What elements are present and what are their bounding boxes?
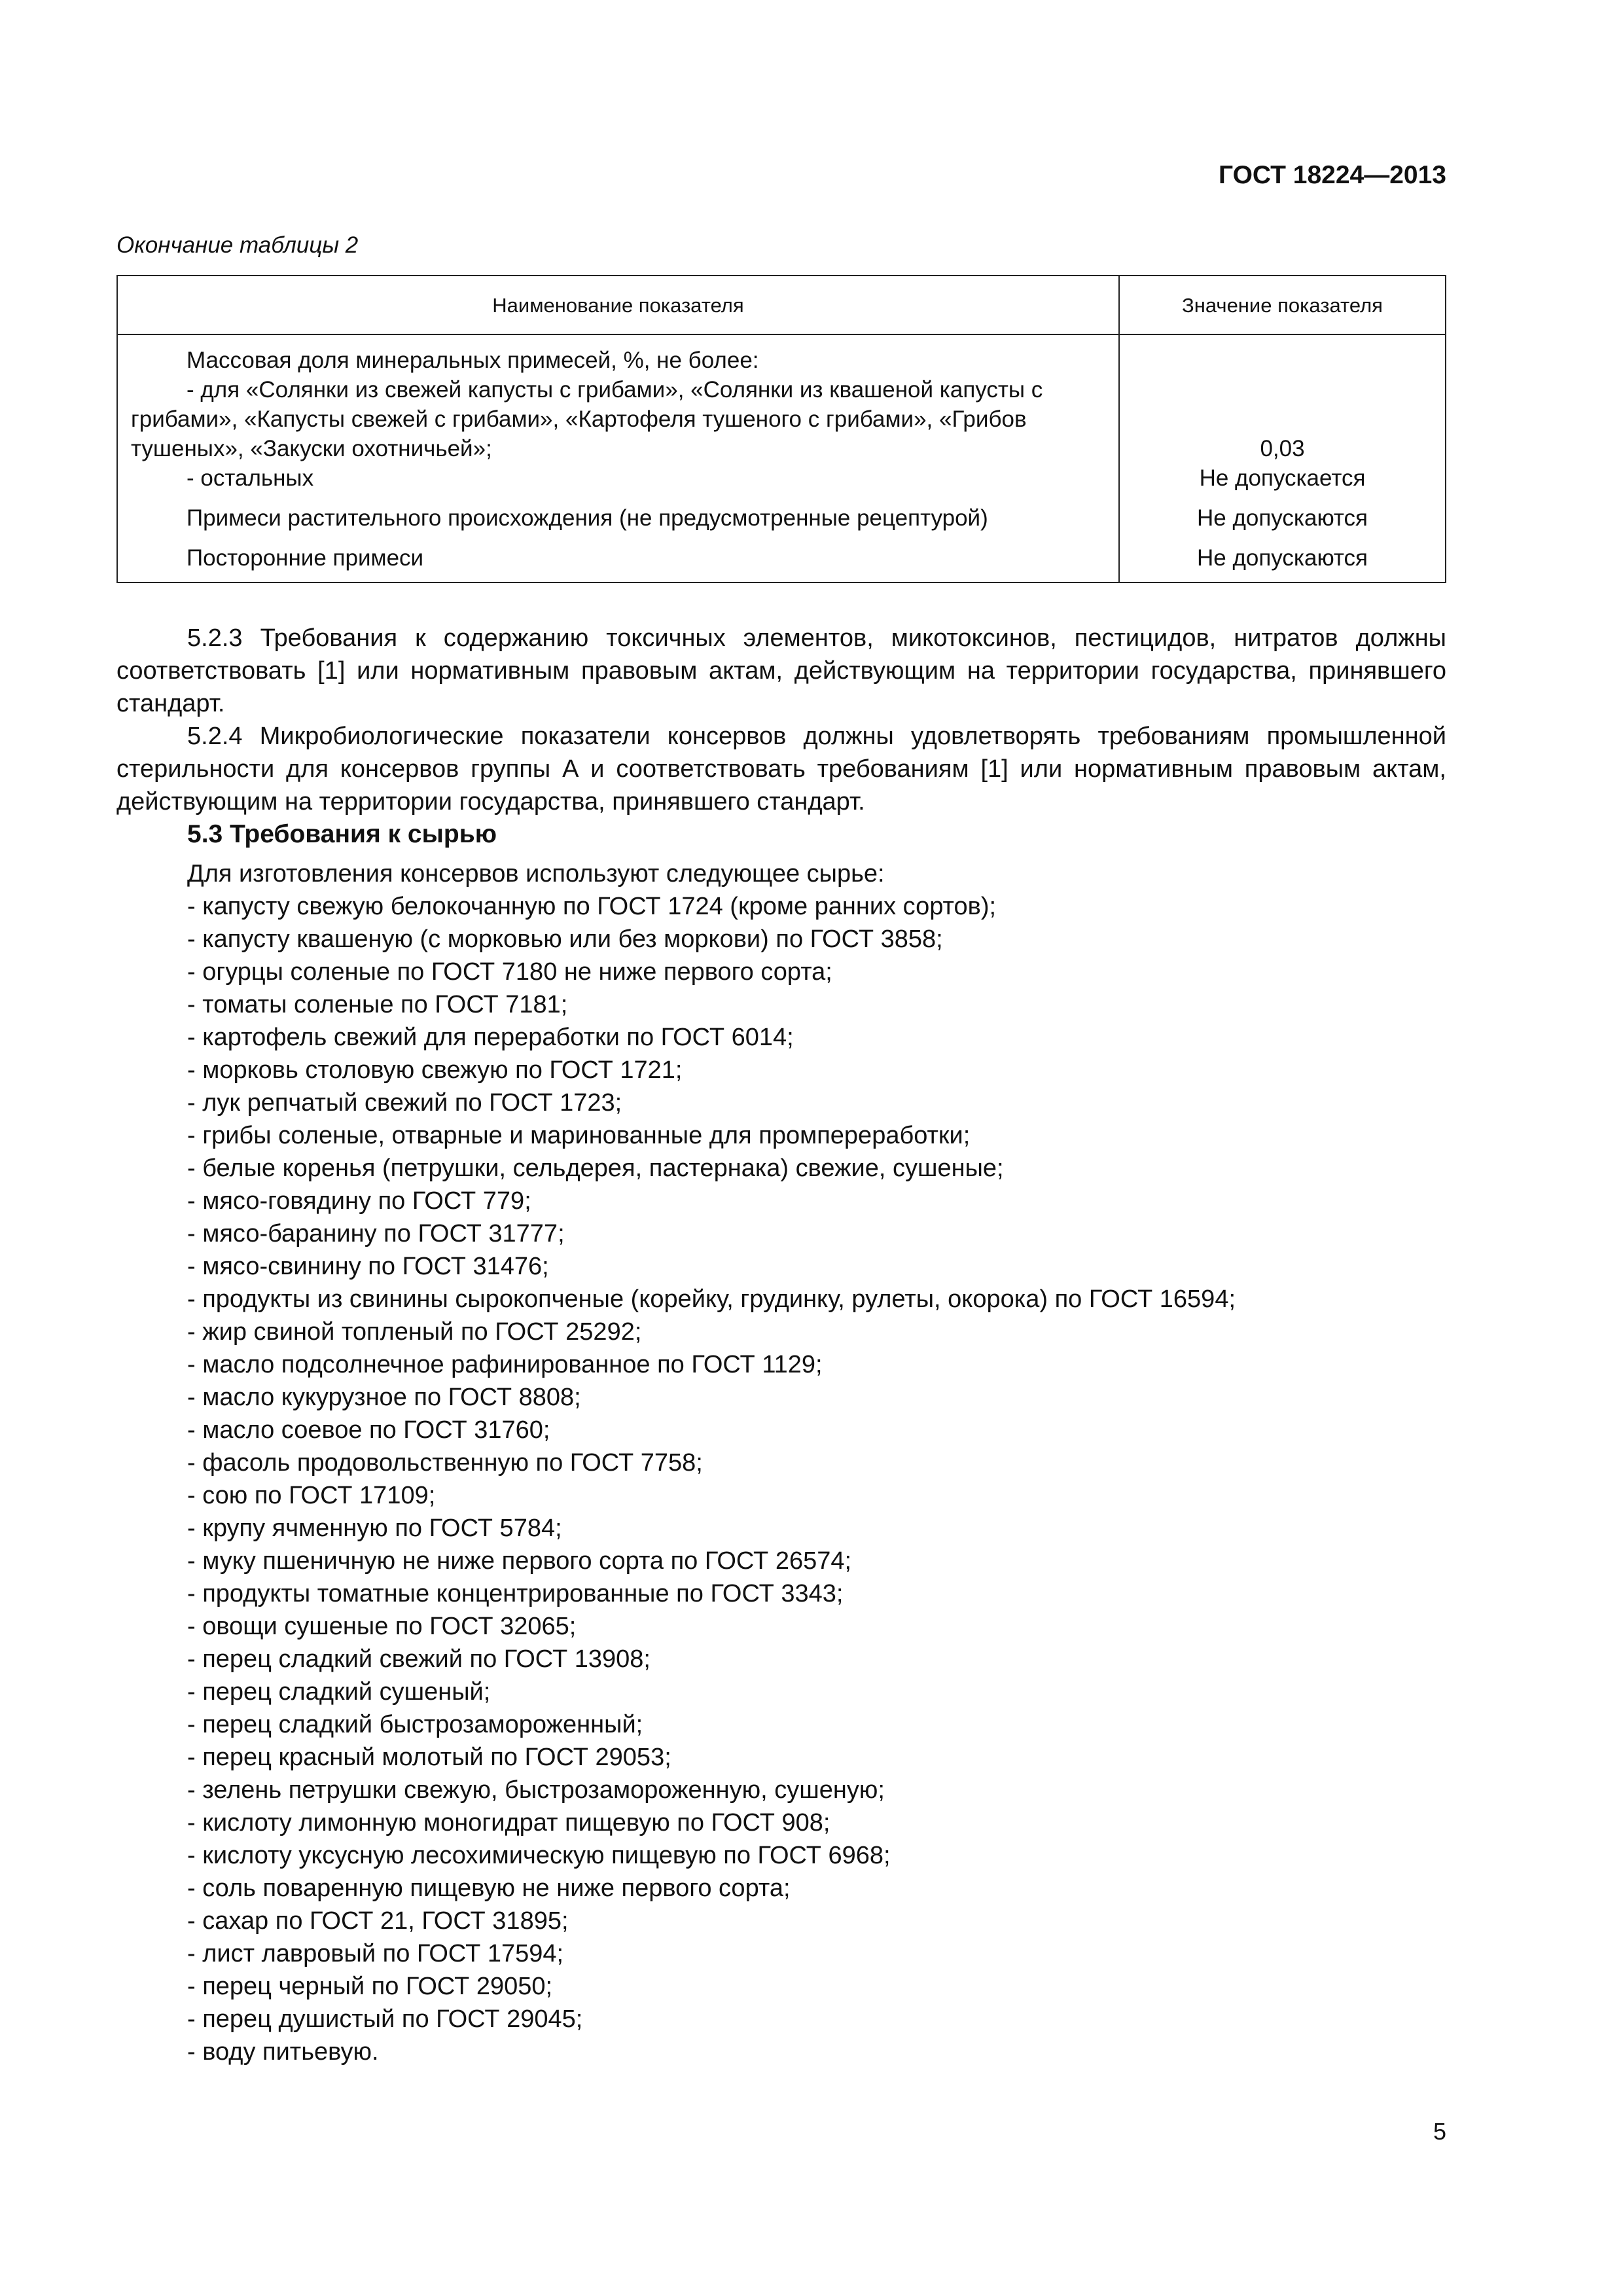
list-item: - грибы соленые, отварные и маринованные для промпереработки; xyxy=(187,1122,971,1149)
list-item: - мясо-свинину по ГОСТ 31476; xyxy=(187,1253,549,1280)
list-item: - крупу ячменную по ГОСТ 5784; xyxy=(187,1515,562,1542)
indicators-table xyxy=(116,275,1446,583)
table-cell-name xyxy=(117,334,1119,495)
list-item: - огурцы соленые по ГОСТ 7180 не ниже первого сорта; xyxy=(187,958,832,986)
list-item: - белые коренья (петрушки, сельдерея, пастернака) свежие, сушеные; xyxy=(187,1155,1004,1182)
table-header-name: Наименование показателя xyxy=(117,276,1119,334)
list-item: - сою по ГОСТ 17109; xyxy=(187,1482,436,1509)
list-item: - лист лавровый по ГОСТ 17594; xyxy=(187,1940,564,1967)
row-title: Посторонние примеси xyxy=(187,545,424,571)
document-header: ГОСТ 18224—2013 xyxy=(1219,161,1446,189)
list-item: - перец душистый по ГОСТ 29045; xyxy=(187,2005,583,2033)
paragraph-5-2-4-block xyxy=(116,720,1446,818)
table-header-value: Значение показателя xyxy=(1119,276,1446,334)
raw-materials-list xyxy=(187,857,1236,2068)
list-item: - лук репчатый свежий по ГОСТ 1723; xyxy=(187,1089,622,1117)
list-item: - масло кукурузное по ГОСТ 8808; xyxy=(187,1384,581,1411)
table-cell-name xyxy=(117,535,1119,583)
list-item: - томаты соленые по ГОСТ 7181; xyxy=(187,991,568,1018)
list-item: - капусту квашеную (с морковью или без моркови) по ГОСТ 3858; xyxy=(187,925,943,953)
table-row xyxy=(117,334,1446,495)
list-item: - мясо-говядину по ГОСТ 779; xyxy=(187,1187,531,1215)
value-line: Не допускается xyxy=(1199,465,1366,491)
list-item: - морковь столовую свежую по ГОСТ 1721; xyxy=(187,1056,683,1084)
paragraph-5-2-3: 5.2.3 Требования к содержанию токсичных элементов, микотоксинов, пестицидов, нитратов должны соответствовать [1] или нормативным правовым актам, действующим на территории государства, принявшего стандарт. xyxy=(116,624,1446,717)
list-item: - соль поваренную пищевую не ниже первого сорта; xyxy=(187,1874,791,1902)
table-caption: Окончание таблицы 2 xyxy=(116,232,359,258)
list-item: - овощи сушеные по ГОСТ 32065; xyxy=(187,1613,577,1640)
list-item: - перец красный молотый по ГОСТ 29053; xyxy=(187,1744,671,1771)
list-item: - муку пшеничную не ниже первого сорта по ГОСТ 26574; xyxy=(187,1547,852,1575)
list-item: - продукты томатные концентрированные по ГОСТ 3343; xyxy=(187,1580,844,1607)
section-title: 5.3 Требования к сырью xyxy=(187,820,497,848)
value-line: 0,03 xyxy=(1260,436,1305,461)
list-item: - перец сладкий быстрозамороженный; xyxy=(187,1711,643,1738)
list-item: - сахар по ГОСТ 21, ГОСТ 31895; xyxy=(187,1907,569,1935)
list-item: - картофель свежий для переработки по ГОСТ 6014; xyxy=(187,1024,794,1051)
list-item: - кислоту уксусную лесохимическую пищевую по ГОСТ 6968; xyxy=(187,1842,891,1869)
list-item: - масло подсолнечное рафинированное по ГОСТ 1129; xyxy=(187,1351,823,1378)
table-row xyxy=(117,495,1446,535)
paragraph-5-2-4: 5.2.4 Микробиологические показатели консервов должны удовлетворять требованиям промышленной стерильности для консервов группы А и соответствовать требованиям [1] или нормативным правовым актам, действующим на территории государства, принявшего стандарт. xyxy=(116,723,1446,816)
list-item: - жир свиной топленый по ГОСТ 25292; xyxy=(187,1318,642,1346)
table-cell-name xyxy=(117,495,1119,535)
list-item: - зелень петрушки свежую, быстрозамороженную, сушеную; xyxy=(187,1776,885,1804)
list-item: - перец черный по ГОСТ 29050; xyxy=(187,1973,553,2000)
table-cell-value: Не допускаются xyxy=(1119,535,1446,583)
row-line: - для «Солянки из свежей капусты с грибами», «Солянки из квашеной капусты с xyxy=(187,377,1043,403)
list-intro: Для изготовления консервов используют следующее сырье: xyxy=(187,860,885,888)
table-cell-value xyxy=(1119,334,1446,495)
table-cell-value: Не допускаются xyxy=(1119,495,1446,535)
list-item: - перец сладкий сушеный; xyxy=(187,1678,491,1706)
list-item: - фасоль продовольственную по ГОСТ 7758; xyxy=(187,1449,703,1477)
list-item: - капусту свежую белокочанную по ГОСТ 1724 (кроме ранних сортов); xyxy=(187,893,997,920)
list-item: - кислоту лимонную моногидрат пищевую по ГОСТ 908; xyxy=(187,1809,830,1837)
paragraph-5-2-3-block xyxy=(116,622,1446,720)
row-line: грибами», «Капусты свежей с грибами», «Картофеля тушеного с грибами», «Грибов xyxy=(131,406,1027,432)
table-row xyxy=(117,535,1446,583)
list-item: - мясо-баранину по ГОСТ 31777; xyxy=(187,1220,565,1247)
list-item: - продукты из свинины сырокопченые (корейку, грудинку, рулеты, окорока) по ГОСТ 16594; xyxy=(187,1285,1236,1313)
list-item: - воду питьевую. xyxy=(187,2038,379,2066)
row-line: тушеных», «Закуски охотничьей»; xyxy=(131,436,492,461)
list-item: - масло соевое по ГОСТ 31760; xyxy=(187,1416,550,1444)
list-item: - перец сладкий свежий по ГОСТ 13908; xyxy=(187,1645,651,1673)
row-title: Массовая доля минеральных примесей, %, не более: xyxy=(187,348,759,373)
page-number: 5 xyxy=(1433,2118,1446,2145)
row-title: Примеси растительного происхождения (не предусмотренные рецептурой) xyxy=(187,505,988,531)
row-line: - остальных xyxy=(187,465,314,491)
